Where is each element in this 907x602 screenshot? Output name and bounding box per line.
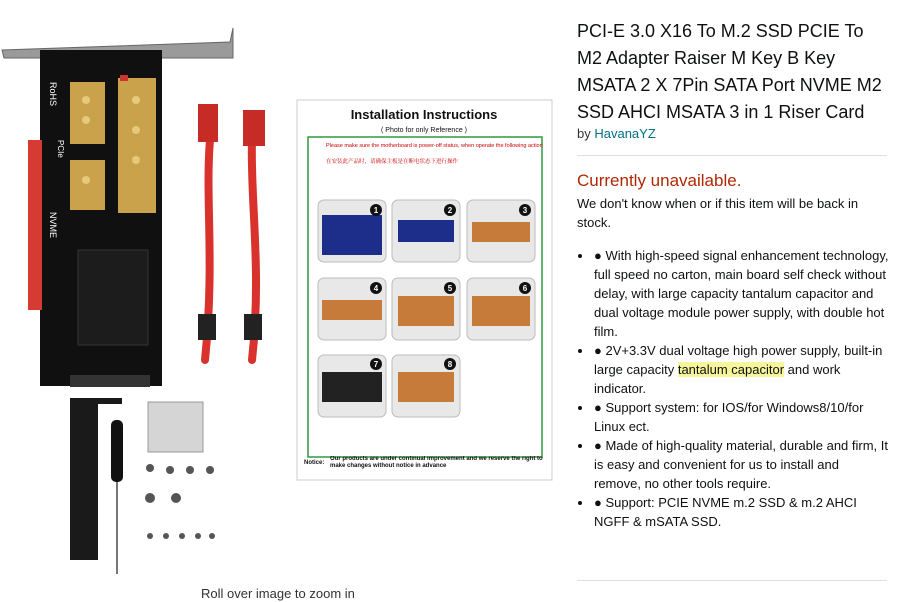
step-8: 8 (447, 360, 453, 369)
divider-bottom (577, 580, 887, 581)
feature-bullet: • ● Support system: for IOS/for Windows8/10/for Linux ect. (593, 398, 889, 436)
brand-link[interactable]: HavanaYZ (594, 126, 656, 141)
step-6: 6 (522, 284, 528, 293)
zoom-hint: Roll over image to zoom in (201, 586, 355, 601)
feature-bullet: • ● Made of high-quality material, durable and firm, It is easy and convenient for us to install and remove, no other tools require. (593, 436, 889, 493)
manual-subheading: ( Photo for only Reference ) (381, 127, 467, 134)
step-4: 4 (373, 284, 379, 293)
silk-rohs: RoHS (48, 82, 58, 107)
highlighted-text: tantalum capacitor (677, 362, 785, 377)
feature-bullets (577, 246, 889, 531)
step-7: 7 (373, 360, 379, 369)
feature-bullet: • ● 2V+3.3V dual voltage high power supply, built-in large capacity tantalum capacitor and work indicator. (593, 341, 889, 398)
step-2: 2 (447, 206, 453, 215)
availability-status: Currently unavailable. (577, 171, 742, 190)
step-1: 1 (373, 206, 379, 215)
product-detail-panel (577, 18, 889, 531)
pcie-connector (28, 140, 42, 310)
feature-bullet: • ● Support: PCIE NVME m.2 SSD & m.2 AHCI NGFF & mSATA SSD. (593, 493, 889, 531)
step-5: 5 (447, 284, 453, 293)
silk-nvme: NVME (48, 212, 58, 239)
manual-heading: Installation Instructions (350, 107, 498, 122)
silk-pcie: PCIe (56, 140, 65, 158)
manual-warning-cn: 在安装此产品时，请确保主板是在断电状态下进行操作 (326, 159, 459, 165)
manual-warning-en: Please make sure the motherboard is power-off status, when operate the following action (326, 143, 543, 149)
notice-text: Our products are under continual improvement and we reserve the right to make changes without notice in advance (330, 456, 543, 469)
feature-bullet: • ● With high-speed signal enhancement technology, full speed no carton, main board self check without delay, with large capacity tantalum capacitor and dual voltage module power supply, with double hot film. (593, 246, 889, 341)
step-3: 3 (522, 206, 528, 215)
notice-label: Notice: (304, 460, 325, 466)
byline (577, 126, 889, 141)
availability-note: We don't know when or if this item will be back in stock. (577, 196, 859, 230)
byline-prefix: by (577, 126, 595, 141)
instruction-sheet (297, 100, 552, 480)
divider (577, 155, 887, 156)
product-title: PCI-E 3.0 X16 To M.2 SSD PCIE To M2 Adapter Raiser M Key B Key MSATA 2 X 7Pin SATA Port NVME M2 SSD AHCI MSATA 3 in 1 Riser Card (577, 21, 882, 122)
